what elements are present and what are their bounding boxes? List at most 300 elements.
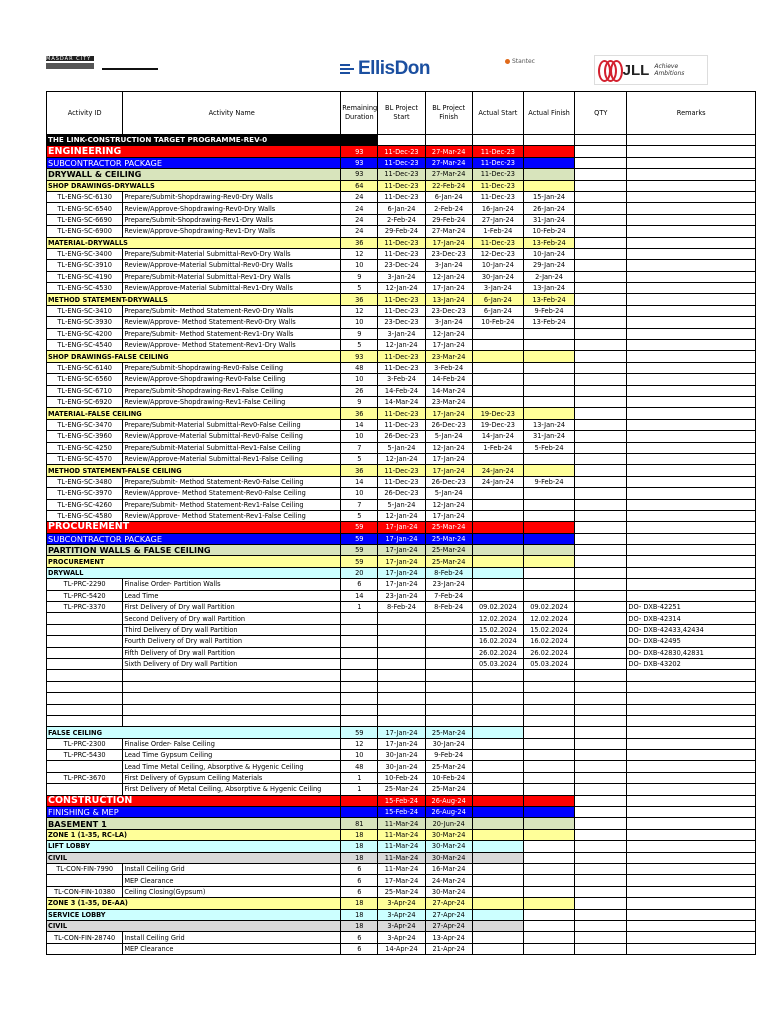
col-header-qty: QTY xyxy=(575,92,627,135)
cell-actual-finish xyxy=(523,579,574,590)
summary-row xyxy=(47,237,756,248)
cell-actual-finish xyxy=(523,841,574,852)
cell-activity-id xyxy=(47,875,123,886)
cell-qty xyxy=(575,807,627,818)
cell-actual-finish xyxy=(523,510,574,521)
summary-label: PROCUREMENT xyxy=(47,556,341,567)
cell-activity-id: TL-ENG-SC-6710 xyxy=(47,385,123,396)
cell-activity-id: TL-ENG-SC-3970 xyxy=(47,488,123,499)
table-row xyxy=(47,658,756,669)
cell-bl-start: 11-Mar-24 xyxy=(378,829,425,840)
summary-label: CONSTRUCTION xyxy=(47,795,341,806)
cell-activity-name: Second Delivery of Dry wall Partition xyxy=(123,613,341,624)
cell-remarks xyxy=(627,818,756,829)
summary-row xyxy=(47,169,756,180)
cell-actual-finish xyxy=(523,738,574,749)
cell-duration: 7 xyxy=(341,442,378,453)
cell-activity-name: Ceiling Closing(Gypsum) xyxy=(123,886,341,897)
cell-remarks xyxy=(627,545,756,556)
cell-actual-finish xyxy=(523,465,574,476)
cell-bl-finish: 26-Dec-23 xyxy=(425,476,472,487)
cell-bl-finish: 23-Jan-24 xyxy=(425,579,472,590)
cell-qty xyxy=(575,909,627,920)
cell-qty xyxy=(575,146,627,157)
summary-row xyxy=(47,157,756,168)
cell-duration: 20 xyxy=(341,567,378,578)
cell-actual-start xyxy=(472,396,523,407)
cell-activity-name: First Delivery of Dry wall Partition xyxy=(123,602,341,613)
cell-qty xyxy=(575,203,627,214)
cell-bl-finish: 23-Dec-23 xyxy=(425,305,472,316)
cell-activity-name: Review/Approve- Method Statement-Rev1-False Ceiling xyxy=(123,510,341,521)
cell-bl-start: 8-Feb-24 xyxy=(378,602,425,613)
cell-bl-finish: 14-Feb-24 xyxy=(425,374,472,385)
cell-actual-finish xyxy=(523,704,574,715)
cell-bl-finish: 27-Mar-24 xyxy=(425,169,472,180)
cell-actual-start: 11-Dec-23 xyxy=(472,157,523,168)
cell-qty xyxy=(575,624,627,635)
cell-activity-id xyxy=(47,613,123,624)
cell-actual-start xyxy=(472,886,523,897)
cell-qty xyxy=(575,317,627,328)
cell-remarks xyxy=(627,829,756,840)
cell-remarks xyxy=(627,499,756,510)
cell-bl-start: 10-Feb-24 xyxy=(378,772,425,783)
cell-remarks xyxy=(627,681,756,692)
cell-qty xyxy=(575,761,627,772)
cell-actual-start xyxy=(472,340,523,351)
cell-bl-start: 3-Apr-24 xyxy=(378,932,425,943)
cell-actual-start: 24-Jan-24 xyxy=(472,465,523,476)
cell-activity-name: Prepare/Submit-Shopdrawing-Rev1-False Ceiling xyxy=(123,385,341,396)
cell-qty xyxy=(575,886,627,897)
cell-bl-start: 11-Dec-23 xyxy=(378,362,425,373)
cell-bl-start: 3-Jan-24 xyxy=(378,271,425,282)
cell-bl-finish: 25-Mar-24 xyxy=(425,784,472,795)
cell-bl-finish: 3-Jan-24 xyxy=(425,260,472,271)
cell-bl-finish xyxy=(425,647,472,658)
cell-activity-name: Review/Approve-Material Submittal-Rev1-False Ceiling xyxy=(123,453,341,464)
cell-duration: 36 xyxy=(341,408,378,419)
cell-bl-start: 14-Feb-24 xyxy=(378,385,425,396)
cell-bl-finish: 27-Apr-24 xyxy=(425,898,472,909)
cell-remarks xyxy=(627,328,756,339)
cell-qty xyxy=(575,169,627,180)
cell-activity-id: TL-ENG-SC-6920 xyxy=(47,396,123,407)
cell-actual-start: 12.02.2024 xyxy=(472,613,523,624)
cell-actual-finish xyxy=(523,180,574,191)
cell-actual-finish: 09.02.2024 xyxy=(523,602,574,613)
summary-row xyxy=(47,533,756,544)
cell-bl-start: 14-Apr-24 xyxy=(378,943,425,954)
cell-activity-id: TL-ENG-SC-3910 xyxy=(47,260,123,271)
cell-qty xyxy=(575,715,627,726)
cell-bl-finish: 25-Mar-24 xyxy=(425,761,472,772)
cell-activity-name: Finalise Order- Partition Walls xyxy=(123,579,341,590)
cell-duration: 12 xyxy=(341,248,378,259)
table-row xyxy=(47,191,756,202)
jll-rings-icon xyxy=(598,60,621,80)
cell-actual-start xyxy=(472,488,523,499)
cell-qty xyxy=(575,385,627,396)
cell-duration: 5 xyxy=(341,283,378,294)
cell-actual-finish xyxy=(523,829,574,840)
table-row xyxy=(47,271,756,282)
cell-remarks xyxy=(627,374,756,385)
cell-actual-start: 19-Dec-23 xyxy=(472,408,523,419)
cell-actual-finish: 9-Feb-24 xyxy=(523,305,574,316)
cell-activity-id xyxy=(47,693,123,704)
cell-bl-start: 11-Dec-23 xyxy=(378,465,425,476)
cell-qty xyxy=(575,191,627,202)
cell-qty xyxy=(575,841,627,852)
cell-qty xyxy=(575,396,627,407)
cell-remarks xyxy=(627,556,756,567)
cell-qty xyxy=(575,545,627,556)
cell-actual-finish xyxy=(523,715,574,726)
cell-actual-finish xyxy=(523,533,574,544)
cell-actual-start: 16-Jan-24 xyxy=(472,203,523,214)
cell-activity-id: TL-CON-FIN-7990 xyxy=(47,864,123,875)
cell-activity-name xyxy=(123,715,341,726)
cell-remarks xyxy=(627,362,756,373)
cell-activity-name: Sixth Delivery of Dry wall Partition xyxy=(123,658,341,669)
cell-activity-name: Review/Approve-Shopdrawing-Rev0-False Ceiling xyxy=(123,374,341,385)
cell-actual-start: 24-Jan-24 xyxy=(472,476,523,487)
cell-activity-id xyxy=(47,670,123,681)
summary-label: ZONE 3 (1-35, DE-AA) xyxy=(47,898,341,909)
cell-actual-finish: 13-Feb-24 xyxy=(523,294,574,305)
cell-duration: 10 xyxy=(341,374,378,385)
cell-activity-name: Prepare/Submit- Method Statement-Rev0-Dry Walls xyxy=(123,305,341,316)
cell-activity-name: Finalise Order- False Ceiling xyxy=(123,738,341,749)
cell-activity-id: TL-ENG-SC-4200 xyxy=(47,328,123,339)
cell-bl-finish: 10-Feb-24 xyxy=(425,772,472,783)
cell-actual-start: 1-Feb-24 xyxy=(472,442,523,453)
cell-bl-start: 2-Feb-24 xyxy=(378,214,425,225)
cell-actual-finish xyxy=(523,920,574,931)
cell-activity-id: TL-ENG-SC-3480 xyxy=(47,476,123,487)
cell-activity-name: Review/Approve-Material Submittal-Rev0-Dry Walls xyxy=(123,260,341,271)
cell-remarks xyxy=(627,465,756,476)
cell-bl-finish: 13-Jan-24 xyxy=(425,294,472,305)
cell-actual-finish xyxy=(523,328,574,339)
cell-remarks xyxy=(627,294,756,305)
cell-duration xyxy=(341,647,378,658)
summary-label: PARTITION WALLS & FALSE CEILING xyxy=(47,545,341,556)
cell-actual-start xyxy=(472,727,523,738)
cell-actual-start: 27-Jan-24 xyxy=(472,214,523,225)
cell-activity-id: TL-CON-FIN-10380 xyxy=(47,886,123,897)
cell-bl-start xyxy=(378,670,425,681)
cell-remarks xyxy=(627,453,756,464)
cell-bl-start: 11-Dec-23 xyxy=(378,419,425,430)
cell-qty xyxy=(575,647,627,658)
table-row xyxy=(47,602,756,613)
cell-qty xyxy=(575,328,627,339)
cell-activity-name xyxy=(123,681,341,692)
cell-duration: 10 xyxy=(341,317,378,328)
cell-bl-start: 15-Feb-24 xyxy=(378,795,425,806)
cell-activity-name: Prepare/Submit-Shopdrawing-Rev0-False Ceiling xyxy=(123,362,341,373)
cell-actual-start: 6-Jan-24 xyxy=(472,305,523,316)
cell-remarks xyxy=(627,510,756,521)
cell-activity-name: Prepare/Submit- Method Statement-Rev1-Dry Walls xyxy=(123,328,341,339)
cell-duration: 18 xyxy=(341,829,378,840)
summary-label: BASEMENT 1 xyxy=(47,818,341,829)
cell-activity-name: Prepare/Submit- Method Statement-Rev1-False Ceiling xyxy=(123,499,341,510)
cell-duration: 93 xyxy=(341,146,378,157)
cell-bl-finish xyxy=(425,670,472,681)
cell-activity-id: TL-ENG-SC-4190 xyxy=(47,271,123,282)
cell-bl-finish: 17-Jan-24 xyxy=(425,408,472,419)
cell-actual-finish: 2-Jan-24 xyxy=(523,271,574,282)
cell-actual-start xyxy=(472,328,523,339)
cell-duration: 93 xyxy=(341,157,378,168)
cell-bl-finish: 17-Jan-24 xyxy=(425,237,472,248)
col-header-actual-finish: Actual Finish xyxy=(523,92,574,135)
cell-activity-name xyxy=(123,704,341,715)
cell-qty xyxy=(575,305,627,316)
cell-actual-finish: 26-Jan-24 xyxy=(523,203,574,214)
cell-duration: 48 xyxy=(341,761,378,772)
cell-remarks xyxy=(627,750,756,761)
cell-actual-finish xyxy=(523,488,574,499)
cell-bl-finish: 25-Mar-24 xyxy=(425,556,472,567)
cell-remarks xyxy=(627,203,756,214)
cell-actual-start: 6-Jan-24 xyxy=(472,294,523,305)
cell-remarks xyxy=(627,283,756,294)
cell-qty xyxy=(575,340,627,351)
cell-bl-start: 11-Dec-23 xyxy=(378,294,425,305)
cell-remarks xyxy=(627,271,756,282)
cell-remarks xyxy=(627,214,756,225)
cell-activity-name: Lead Time Metal Ceiling, Absorptive & Hygenic Ceiling xyxy=(123,761,341,772)
cell-bl-start: 23-Dec-24 xyxy=(378,260,425,271)
cell-bl-start xyxy=(378,647,425,658)
table-row xyxy=(47,772,756,783)
table-header-row xyxy=(47,92,756,135)
programme-title-row xyxy=(47,135,756,146)
cell-bl-start: 12-Jan-24 xyxy=(378,340,425,351)
cell-bl-finish: 17-Jan-24 xyxy=(425,465,472,476)
cell-bl-finish: 27-Mar-24 xyxy=(425,157,472,168)
cell-bl-start: 11-Dec-23 xyxy=(378,248,425,259)
cell-activity-id: TL-PRC-3670 xyxy=(47,772,123,783)
cell-bl-finish: 6-Jan-24 xyxy=(425,191,472,202)
cell-activity-id xyxy=(47,761,123,772)
cell-bl-finish: 9-Feb-24 xyxy=(425,750,472,761)
cell-qty xyxy=(575,294,627,305)
table-row xyxy=(47,214,756,225)
cell-duration xyxy=(341,624,378,635)
cell-bl-finish xyxy=(425,681,472,692)
cell-duration: 14 xyxy=(341,419,378,430)
col-header-bl-finish: BL Project Finish xyxy=(425,92,472,135)
summary-row xyxy=(47,818,756,829)
cell-duration xyxy=(341,670,378,681)
cell-duration: 64 xyxy=(341,180,378,191)
cell-remarks xyxy=(627,727,756,738)
cell-bl-finish: 27-Apr-24 xyxy=(425,909,472,920)
table-row xyxy=(47,431,756,442)
cell-activity-name: Prepare/Submit-Shopdrawing-Rev1-Dry Walls xyxy=(123,214,341,225)
cell-activity-id xyxy=(47,624,123,635)
cell-actual-finish: 05.03.2024 xyxy=(523,658,574,669)
cell-duration: 12 xyxy=(341,305,378,316)
cell-activity-id: TL-ENG-SC-6130 xyxy=(47,191,123,202)
cell-duration: 93 xyxy=(341,169,378,180)
cell-actual-start: 26.02.2024 xyxy=(472,647,523,658)
table-row xyxy=(47,750,756,761)
cell-qty xyxy=(575,260,627,271)
cell-remarks xyxy=(627,522,756,533)
cell-remarks xyxy=(627,385,756,396)
cell-qty xyxy=(575,488,627,499)
cell-bl-start: 11-Dec-23 xyxy=(378,146,425,157)
cell-actual-start: 11-Dec-23 xyxy=(472,237,523,248)
table-row xyxy=(47,875,756,886)
cell-activity-id: TL-CON-FIN-28740 xyxy=(47,932,123,943)
cell-qty xyxy=(575,590,627,601)
cell-actual-start xyxy=(472,909,523,920)
cell-bl-start: 30-Jan-24 xyxy=(378,750,425,761)
cell-actual-start xyxy=(472,852,523,863)
schedule-table xyxy=(46,91,756,955)
cell-bl-finish: 5-Jan-24 xyxy=(425,431,472,442)
cell-bl-finish: 27-Apr-24 xyxy=(425,920,472,931)
cell-bl-finish: 29-Feb-24 xyxy=(425,214,472,225)
cell-duration xyxy=(341,658,378,669)
cell-bl-finish: 20-Jun-24 xyxy=(425,818,472,829)
cell-duration: 10 xyxy=(341,260,378,271)
cell-qty xyxy=(575,579,627,590)
cell-activity-name: Review/Approve- Method Statement-Rev1-Dry Walls xyxy=(123,340,341,351)
cell-actual-finish xyxy=(523,864,574,875)
cell-bl-finish: 8-Feb-24 xyxy=(425,602,472,613)
cell-duration: 14 xyxy=(341,476,378,487)
cell-bl-finish: 17-Jan-24 xyxy=(425,340,472,351)
cell-remarks: DO- DXB-42251 xyxy=(627,602,756,613)
cell-actual-finish xyxy=(523,556,574,567)
cell-activity-name: Fourth Delivery of Dry wall Partition xyxy=(123,636,341,647)
cell-actual-finish: 10-Jan-24 xyxy=(523,248,574,259)
cell-remarks xyxy=(627,305,756,316)
cell-activity-id: TL-ENG-SC-4570 xyxy=(47,453,123,464)
cell-bl-finish xyxy=(425,704,472,715)
cell-actual-start xyxy=(472,533,523,544)
cell-activity-name: Review/Approve-Shopdrawing-Rev1-False Ceiling xyxy=(123,396,341,407)
cell-activity-id xyxy=(47,943,123,954)
cell-duration: 18 xyxy=(341,841,378,852)
cell-duration: 59 xyxy=(341,727,378,738)
cell-bl-finish: 26-Aug-24 xyxy=(425,795,472,806)
table-row xyxy=(47,943,756,954)
cell-duration: 24 xyxy=(341,226,378,237)
cell-actual-finish: 31-Jan-24 xyxy=(523,214,574,225)
cell-actual-start xyxy=(472,385,523,396)
col-header-remaining-duration: Remaining Duration xyxy=(341,92,378,135)
cell-qty xyxy=(575,602,627,613)
cell-actual-start xyxy=(472,750,523,761)
cell-qty xyxy=(575,283,627,294)
cell-actual-start xyxy=(472,818,523,829)
cell-actual-finish xyxy=(523,590,574,601)
cell-activity-name: Fifth Delivery of Dry wall Partition xyxy=(123,647,341,658)
table-row xyxy=(47,613,756,624)
summary-row xyxy=(47,567,756,578)
cell-duration: 6 xyxy=(341,886,378,897)
cell-actual-finish xyxy=(523,408,574,419)
cell-qty xyxy=(575,943,627,954)
cell-actual-start: 11-Dec-23 xyxy=(472,191,523,202)
cell-qty xyxy=(575,248,627,259)
cell-remarks xyxy=(627,431,756,442)
cell-actual-finish xyxy=(523,169,574,180)
cell-remarks: DO- DXB-42495 xyxy=(627,636,756,647)
cell-qty xyxy=(575,157,627,168)
cell-duration: 6 xyxy=(341,932,378,943)
cell-bl-start: 29-Feb-24 xyxy=(378,226,425,237)
cell-actual-finish xyxy=(523,499,574,510)
cell-actual-finish: 31-Jan-24 xyxy=(523,431,574,442)
cell-bl-start xyxy=(378,704,425,715)
cell-bl-start: 17-Jan-24 xyxy=(378,727,425,738)
table-row xyxy=(47,579,756,590)
cell-actual-start: 14-Jan-24 xyxy=(472,431,523,442)
cell-duration: 18 xyxy=(341,909,378,920)
cell-bl-start: 25-Mar-24 xyxy=(378,886,425,897)
cell-bl-start: 17-Jan-24 xyxy=(378,533,425,544)
cell-duration xyxy=(341,795,378,806)
cell-actual-start xyxy=(472,841,523,852)
cell-qty xyxy=(575,510,627,521)
cell-remarks xyxy=(627,738,756,749)
cell-bl-finish: 7-Feb-24 xyxy=(425,590,472,601)
cell-bl-finish: 25-Mar-24 xyxy=(425,522,472,533)
cell-duration xyxy=(341,704,378,715)
blank-row xyxy=(47,681,756,692)
cell-actual-finish xyxy=(523,157,574,168)
cell-remarks xyxy=(627,340,756,351)
cell-duration: 6 xyxy=(341,864,378,875)
cell-actual-start xyxy=(472,351,523,362)
cell-bl-finish: 30-Jan-24 xyxy=(425,738,472,749)
cell-activity-name: Review/Approve-Material Submittal-Rev0-False Ceiling xyxy=(123,431,341,442)
cell-bl-finish: 24-Mar-24 xyxy=(425,875,472,886)
cell-remarks xyxy=(627,157,756,168)
cell-actual-start xyxy=(472,693,523,704)
cell-actual-start: 19-Dec-23 xyxy=(472,419,523,430)
stantec-dot-icon xyxy=(505,59,510,64)
cell-duration: 9 xyxy=(341,271,378,282)
cell-actual-finish xyxy=(523,761,574,772)
cell-remarks xyxy=(627,795,756,806)
cell-qty xyxy=(575,864,627,875)
cell-remarks xyxy=(627,670,756,681)
blank-row xyxy=(47,670,756,681)
cell-actual-finish: 13-Feb-24 xyxy=(523,317,574,328)
cell-bl-finish: 27-Mar-24 xyxy=(425,226,472,237)
cell-duration: 9 xyxy=(341,396,378,407)
cell-qty xyxy=(575,567,627,578)
cell-remarks xyxy=(627,886,756,897)
cell-bl-start xyxy=(378,613,425,624)
cell-bl-start: 11-Dec-23 xyxy=(378,180,425,191)
cell-bl-finish: 30-Mar-24 xyxy=(425,829,472,840)
cell-activity-name: Install Ceiling Grid xyxy=(123,932,341,943)
table-row xyxy=(47,283,756,294)
